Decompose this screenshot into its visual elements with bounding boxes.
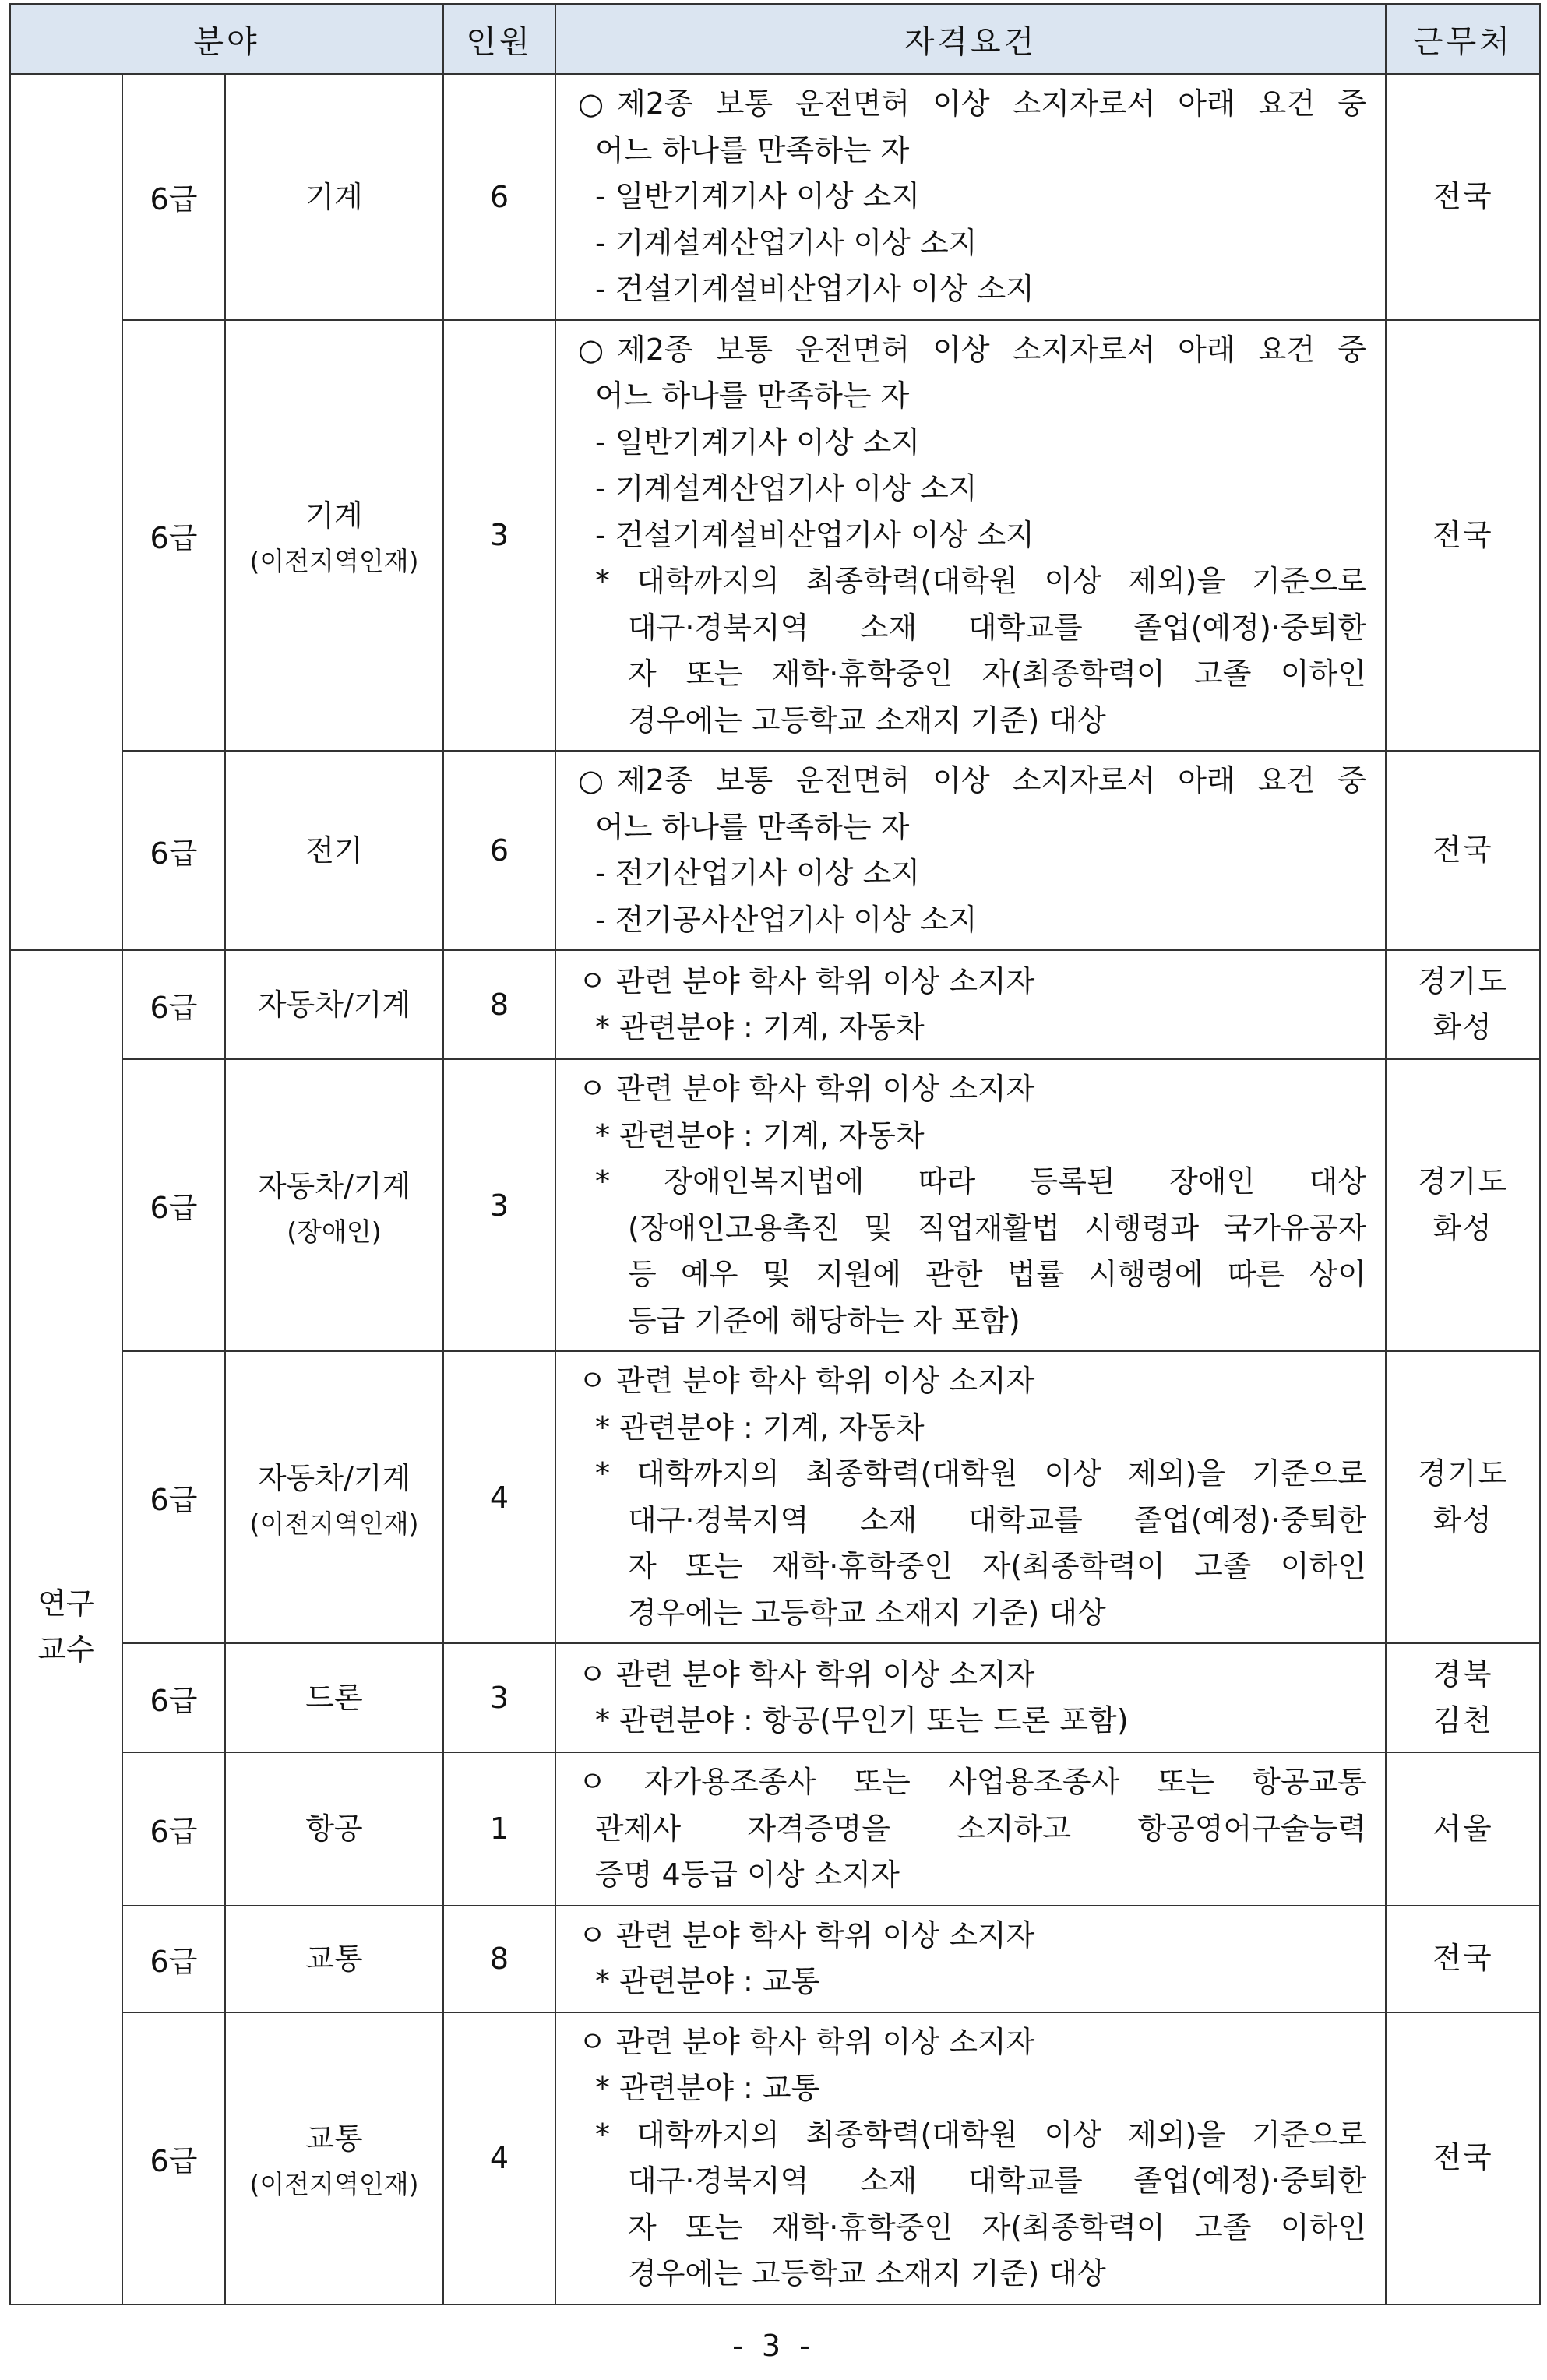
- requirement-line: * 관련분야 : 기계, 자동차: [595, 1010, 925, 1044]
- group-label-line: 교수: [37, 1632, 95, 1667]
- requirement-line: (장애인고용촉진 및 직업재활법 시행령과 국가유공자: [628, 1210, 1366, 1245]
- count-cell: 4: [443, 1351, 555, 1643]
- field-cell: [225, 2012, 443, 2304]
- workplace-line: 화성: [1432, 1502, 1493, 1537]
- workplace-line: 김천: [1432, 1703, 1493, 1737]
- requirement-line: 대구·경북지역 소재 대학교를 졸업(예정)·중퇴한: [628, 2163, 1366, 2198]
- grade-cell: 6급: [122, 1752, 225, 1906]
- requirement-line: - 기계설계산업기사 이상 소지: [595, 471, 978, 505]
- requirement-line: ○제2종 보통 운전면허 이상 소지자로서 아래 요건 중: [578, 86, 1366, 121]
- grade-cell: 6급: [122, 320, 225, 752]
- table-row: [10, 1351, 1540, 1643]
- requirement-line: 경우에는 고등학교 소재지 기준) 대상: [628, 1595, 1106, 1630]
- field-name: 드론: [305, 1681, 363, 1715]
- requirement-line: * 관련분야 : 기계, 자동차: [595, 1118, 925, 1153]
- field-name: 기계: [305, 179, 363, 214]
- requirement-line: * 장애인복지법에 따라 등록된 장애인 대상: [595, 1164, 1366, 1199]
- count-cell: 1: [443, 1752, 555, 1906]
- requirements-cell: [555, 74, 1386, 320]
- requirement-line: * 관련분야 : 항공(무인기 또는 드론 포함): [595, 1703, 1129, 1737]
- requirement-line: ○제2종 보통 운전면허 이상 소지자로서 아래 요건 중: [578, 763, 1366, 797]
- workplace-line: 전국: [1432, 179, 1493, 213]
- grade-cell: 6급: [122, 1906, 225, 2012]
- requirements-cell: [555, 320, 1386, 752]
- table-row: [10, 2012, 1540, 2304]
- field-cell: [225, 1752, 443, 1906]
- requirements-cell: [555, 1351, 1386, 1643]
- workplace-cell: [1386, 320, 1540, 752]
- field-cell: [225, 751, 443, 950]
- field-cell: [225, 950, 443, 1059]
- workplace-line: 전국: [1432, 1941, 1493, 1976]
- workplace-line: 전국: [1432, 833, 1493, 868]
- grade-cell: 6급: [122, 2012, 225, 2304]
- field-cell: [225, 1351, 443, 1643]
- requirement-line: * 대학까지의 최종학력(대학원 이상 제외)을 기준으로: [595, 1456, 1366, 1491]
- table-row: [10, 74, 1540, 320]
- table-row: [10, 751, 1540, 950]
- qualification-table: [9, 3, 1541, 2305]
- requirement-line: * 관련분야 : 교통: [595, 2071, 820, 2105]
- requirements-cell: [555, 950, 1386, 1059]
- requirement-line: ㅇ 관련 분야 학사 학위 이상 소지자: [578, 1072, 1035, 1106]
- field-name: 교통: [305, 1942, 363, 1976]
- workplace-line: 화성: [1432, 1210, 1493, 1245]
- workplace-line: 경기도: [1417, 1164, 1509, 1199]
- table-row: [10, 320, 1540, 752]
- workplace-line: 서울: [1432, 1811, 1493, 1846]
- requirement-line: - 전기산업기사 이상 소지: [595, 856, 921, 890]
- workplace-cell: [1386, 2012, 1540, 2304]
- requirement-line: 경우에는 고등학교 소재지 기준) 대상: [628, 702, 1106, 738]
- field-cell: [225, 1643, 443, 1752]
- workplace-cell: [1386, 1752, 1540, 1906]
- requirement-line: ○제2종 보통 운전면허 이상 소지자로서 아래 요건 중: [578, 332, 1366, 367]
- table-row: [10, 1906, 1540, 2012]
- field-subname: (이전지역인재): [249, 2169, 419, 2199]
- grade-cell: 6급: [122, 1351, 225, 1643]
- table-row: [10, 1752, 1540, 1906]
- requirement-line: ㅇ 관련 분야 학사 학위 이상 소지자: [578, 2024, 1035, 2059]
- requirement-line: - 건설기계설비산업기사 이상 소지: [595, 517, 1034, 552]
- grade-cell: 6급: [122, 1643, 225, 1752]
- field-name: 자동차/기계: [257, 1168, 411, 1203]
- requirement-line: * 대학까지의 최종학력(대학원 이상 제외)을 기준으로: [595, 564, 1366, 598]
- count-cell: 3: [443, 1059, 555, 1351]
- requirement-line: 대구·경북지역 소재 대학교를 졸업(예정)·중퇴한: [628, 1502, 1366, 1537]
- requirement-line: - 전기공사산업기사 이상 소지: [595, 902, 978, 937]
- field-name: 교통: [305, 2121, 363, 2156]
- field-subname: (이전지역인재): [249, 1508, 419, 1539]
- count-cell: 8: [443, 950, 555, 1059]
- count-cell: 3: [443, 320, 555, 752]
- page-number: - 3 -: [732, 2329, 815, 2363]
- header-field: 분야: [10, 4, 443, 74]
- table-row: [10, 950, 1540, 1059]
- requirement-line: 경우에는 고등학교 소재지 기준) 대상: [628, 2256, 1106, 2290]
- workplace-cell: [1386, 74, 1540, 320]
- field-cell: [225, 320, 443, 752]
- field-name: 기계: [305, 498, 363, 533]
- requirement-line: 어느 하나를 만족하는 자: [595, 132, 910, 167]
- workplace-cell: [1386, 1351, 1540, 1643]
- workplace-line: 화성: [1432, 1010, 1493, 1044]
- requirement-line: 관제사 자격증명을 소지하고 항공영어구술능력: [595, 1811, 1366, 1846]
- requirement-line: ㅇ 관련 분야 학사 학위 이상 소지자: [578, 1364, 1035, 1398]
- workplace-line: 경기도: [1417, 1456, 1509, 1491]
- grade-cell: 6급: [122, 950, 225, 1059]
- requirement-line: 증명 4등급 이상 소지자: [595, 1857, 900, 1892]
- workplace-cell: [1386, 1643, 1540, 1752]
- field-name: 항공: [305, 1811, 363, 1847]
- requirement-line: 등 예우 및 지원에 관한 법률 시행령에 따른 상이: [628, 1257, 1366, 1291]
- requirement-line: ㅇ 관련 분야 학사 학위 이상 소지자: [578, 1917, 1035, 1952]
- field-subname: (이전지역인재): [249, 546, 419, 577]
- workplace-line: 전국: [1432, 517, 1493, 552]
- grade-cell: 6급: [122, 1059, 225, 1351]
- requirement-line: 자 또는 재학·휴학중인 자(최종학력이 고졸 이하인: [628, 657, 1366, 691]
- requirement-line: - 기계설계산업기사 이상 소지: [595, 225, 978, 260]
- header-row: [10, 4, 1540, 74]
- count-cell: 6: [443, 74, 555, 320]
- field-name: 자동차/기계: [257, 988, 411, 1022]
- requirement-line: - 건설기계설비산업기사 이상 소지: [595, 272, 1034, 306]
- header-requirements: 자격요건: [555, 4, 1386, 74]
- requirement-line: * 관련분야 : 교통: [595, 1964, 820, 1998]
- requirement-line: 어느 하나를 만족하는 자: [595, 809, 910, 844]
- field-cell: [225, 74, 443, 320]
- header-workplace: 근무처: [1386, 4, 1540, 74]
- group-label-line: 연구: [37, 1586, 95, 1621]
- requirements-cell: [555, 1906, 1386, 2012]
- field-subname: (장애인): [287, 1216, 382, 1247]
- requirement-line: - 일반기계기사 이상 소지: [595, 424, 921, 459]
- requirement-line: - 일반기계기사 이상 소지: [595, 179, 921, 213]
- field-name: 자동차/기계: [257, 1460, 411, 1495]
- workplace-line: 전국: [1432, 2140, 1493, 2175]
- count-cell: 8: [443, 1906, 555, 2012]
- field-cell: [225, 1059, 443, 1351]
- field-name: 전기: [305, 833, 363, 868]
- table-row: [10, 1059, 1540, 1351]
- workplace-cell: [1386, 950, 1540, 1059]
- workplace-cell: [1386, 1906, 1540, 2012]
- workplace-cell: [1386, 751, 1540, 950]
- requirement-line: 등급 기준에 해당하는 자 포함): [628, 1303, 1020, 1338]
- count-cell: 3: [443, 1643, 555, 1752]
- requirement-line: ㅇ 자가용조종사 또는 사업용조종사 또는 항공교통: [578, 1765, 1366, 1799]
- requirement-line: ㅇ 관련 분야 학사 학위 이상 소지자: [578, 963, 1035, 998]
- workplace-line: 경북: [1432, 1656, 1493, 1692]
- header-count: 인원: [443, 4, 555, 74]
- group-cell-blank: [10, 74, 122, 950]
- grade-cell: 6급: [122, 751, 225, 950]
- grade-cell: 6급: [122, 74, 225, 320]
- requirement-line: 대구·경북지역 소재 대학교를 졸업(예정)·중퇴한: [628, 610, 1366, 645]
- requirement-line: * 관련분야 : 기계, 자동차: [595, 1410, 925, 1445]
- table-row: [10, 1643, 1540, 1752]
- requirement-line: 자 또는 재학·휴학중인 자(최종학력이 고졸 이하인: [628, 1549, 1366, 1583]
- requirement-line: 어느 하나를 만족하는 자: [595, 378, 910, 413]
- workplace-cell: [1386, 1059, 1540, 1351]
- count-cell: 6: [443, 751, 555, 950]
- count-cell: 4: [443, 2012, 555, 2304]
- requirement-line: ㅇ 관련 분야 학사 학위 이상 소지자: [578, 1656, 1035, 1692]
- requirements-cell: [555, 751, 1386, 950]
- workplace-line: 경기도: [1417, 963, 1509, 998]
- requirements-cell: [555, 1643, 1386, 1752]
- requirements-cell: [555, 2012, 1386, 2304]
- requirements-cell: [555, 1752, 1386, 1906]
- group-cell-research-professor: [10, 950, 122, 2304]
- requirements-cell: [555, 1059, 1386, 1351]
- requirement-line: 자 또는 재학·휴학중인 자(최종학력이 고졸 이하인: [628, 2209, 1366, 2244]
- field-cell: [225, 1906, 443, 2012]
- requirement-line: * 대학까지의 최종학력(대학원 이상 제외)을 기준으로: [595, 2117, 1366, 2152]
